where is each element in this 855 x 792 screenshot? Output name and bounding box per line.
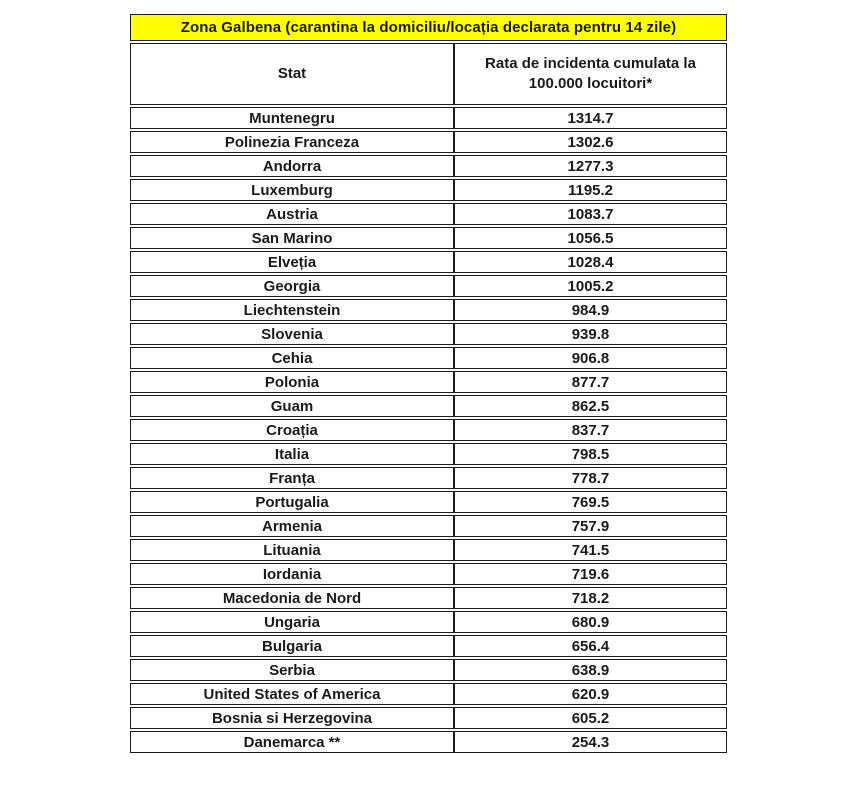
rate-cell: 837.7 <box>454 419 727 441</box>
rate-cell: 1302.6 <box>454 131 727 153</box>
rate-cell: 741.5 <box>454 539 727 561</box>
stat-cell: Georgia <box>130 275 454 297</box>
column-header-rate <box>454 43 727 105</box>
table-row <box>130 683 727 705</box>
stat-cell: Slovenia <box>130 323 454 345</box>
table-row <box>130 203 727 225</box>
table-row <box>130 515 727 537</box>
stat-cell: Iordania <box>130 563 454 585</box>
table-row <box>130 539 727 561</box>
table-row <box>130 443 727 465</box>
rate-cell: 906.8 <box>454 347 727 369</box>
table-row <box>130 467 727 489</box>
table-row <box>130 251 727 273</box>
rate-cell: 757.9 <box>454 515 727 537</box>
stat-cell: Danemarca ** <box>130 731 454 753</box>
table-row <box>130 587 727 609</box>
stat-cell: Muntenegru <box>130 107 454 129</box>
stat-cell: Croația <box>130 419 454 441</box>
stat-cell: Portugalia <box>130 491 454 513</box>
rate-cell: 1028.4 <box>454 251 727 273</box>
stat-cell: Austria <box>130 203 454 225</box>
incidence-table <box>130 12 727 755</box>
table-title: Zona Galbena (carantina la domiciliu/locația declarata pentru 14 zile) <box>130 14 727 41</box>
table-row <box>130 323 727 345</box>
stat-cell: Polonia <box>130 371 454 393</box>
table-row <box>130 107 727 129</box>
rate-cell: 680.9 <box>454 611 727 633</box>
stat-cell: Elveția <box>130 251 454 273</box>
stat-cell: Polinezia Franceza <box>130 131 454 153</box>
rate-cell: 1314.7 <box>454 107 727 129</box>
rate-cell: 656.4 <box>454 635 727 657</box>
stat-cell: Liechtenstein <box>130 299 454 321</box>
table-row <box>130 419 727 441</box>
rate-cell: 1005.2 <box>454 275 727 297</box>
rate-cell: 984.9 <box>454 299 727 321</box>
table-row <box>130 155 727 177</box>
table-row <box>130 227 727 249</box>
rate-cell: 1195.2 <box>454 179 727 201</box>
rate-cell: 1056.5 <box>454 227 727 249</box>
rate-cell: 862.5 <box>454 395 727 417</box>
stat-cell: Armenia <box>130 515 454 537</box>
table-row <box>130 635 727 657</box>
stat-cell: Italia <box>130 443 454 465</box>
table-row <box>130 659 727 681</box>
table-row <box>130 611 727 633</box>
stat-cell: Cehia <box>130 347 454 369</box>
stat-cell: Guam <box>130 395 454 417</box>
rate-cell: 1277.3 <box>454 155 727 177</box>
rate-cell: 605.2 <box>454 707 727 729</box>
table-row <box>130 707 727 729</box>
stat-cell: Andorra <box>130 155 454 177</box>
rate-cell: 638.9 <box>454 659 727 681</box>
rate-cell: 798.5 <box>454 443 727 465</box>
rate-cell: 769.5 <box>454 491 727 513</box>
table-row <box>130 371 727 393</box>
table-row <box>130 731 727 753</box>
stat-cell: United States of America <box>130 683 454 705</box>
stat-cell: Bulgaria <box>130 635 454 657</box>
stat-cell: Franța <box>130 467 454 489</box>
rate-cell: 778.7 <box>454 467 727 489</box>
rate-cell: 719.6 <box>454 563 727 585</box>
rate-cell: 877.7 <box>454 371 727 393</box>
table-row <box>130 299 727 321</box>
rate-cell: 254.3 <box>454 731 727 753</box>
rate-cell: 620.9 <box>454 683 727 705</box>
column-header-rate-line2: 100.000 locuitori* <box>528 75 653 92</box>
stat-cell: Bosnia si Herzegovina <box>130 707 454 729</box>
table-row <box>130 491 727 513</box>
stat-cell: Ungaria <box>130 611 454 633</box>
stat-cell: Lituania <box>130 539 454 561</box>
column-header-rate-line1: Rata de incidenta cumulata la <box>485 54 696 72</box>
table-row <box>130 347 727 369</box>
table-row <box>130 395 727 417</box>
incidence-table-container <box>130 12 727 755</box>
rate-cell: 718.2 <box>454 587 727 609</box>
column-header-stat: Stat <box>130 43 454 105</box>
rate-cell: 939.8 <box>454 323 727 345</box>
stat-cell: Serbia <box>130 659 454 681</box>
table-header-row <box>130 43 727 105</box>
stat-cell: Luxemburg <box>130 179 454 201</box>
stat-cell: San Marino <box>130 227 454 249</box>
stat-cell: Macedonia de Nord <box>130 587 454 609</box>
table-row <box>130 275 727 297</box>
rate-cell: 1083.7 <box>454 203 727 225</box>
table-row <box>130 563 727 585</box>
table-body <box>130 107 727 753</box>
table-row <box>130 179 727 201</box>
table-row <box>130 131 727 153</box>
table-title-row <box>130 14 727 41</box>
